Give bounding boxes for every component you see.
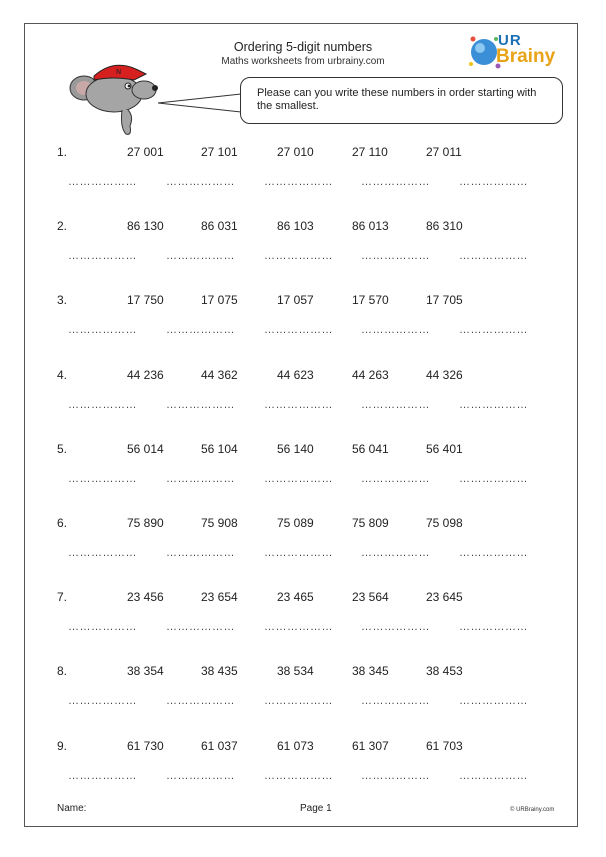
number-to-order: 44 236 bbox=[127, 367, 164, 382]
answer-blank[interactable]: ……………… bbox=[264, 621, 333, 634]
number-to-order: 23 564 bbox=[352, 590, 389, 605]
number-to-order: 56 140 bbox=[277, 441, 314, 456]
number-to-order: 86 031 bbox=[201, 219, 238, 234]
answer-blank[interactable]: ……………… bbox=[68, 621, 137, 634]
answer-blank[interactable]: ……………… bbox=[166, 324, 235, 337]
answer-blank[interactable]: ……………… bbox=[166, 472, 235, 485]
svg-text:N: N bbox=[116, 68, 122, 76]
answer-blank[interactable]: ……………… bbox=[68, 398, 137, 411]
number-to-order: 17 057 bbox=[277, 293, 314, 308]
question-number: 5. bbox=[57, 441, 68, 456]
question-row bbox=[0, 590, 606, 670]
name-label: Name: bbox=[57, 803, 87, 814]
question-number: 8. bbox=[57, 664, 68, 679]
answer-blank[interactable]: ……………… bbox=[459, 472, 528, 485]
number-to-order: 38 534 bbox=[277, 664, 314, 679]
question-number: 1. bbox=[57, 145, 68, 159]
answer-blank[interactable]: ……………… bbox=[264, 547, 333, 559]
answer-blank[interactable]: ……………… bbox=[264, 324, 333, 337]
question-row bbox=[0, 442, 606, 522]
answer-blank[interactable]: ……………… bbox=[166, 695, 235, 708]
logo-brainy-text: Brainy bbox=[496, 46, 556, 67]
answer-blank[interactable]: ……………… bbox=[264, 769, 333, 782]
answer-blank[interactable]: ……………… bbox=[68, 324, 137, 337]
answer-blank[interactable]: ……………… bbox=[264, 176, 333, 188]
answer-blank[interactable]: ……………… bbox=[361, 176, 430, 188]
answer-blank[interactable]: ……………… bbox=[361, 547, 430, 559]
number-to-order: 56 014 bbox=[127, 441, 164, 456]
number-to-order: 27 001 bbox=[127, 145, 164, 159]
question-number: 3. bbox=[57, 293, 68, 308]
number-to-order: 56 104 bbox=[201, 441, 238, 456]
question-row bbox=[0, 293, 606, 373]
question-row bbox=[0, 516, 606, 596]
number-to-order: 17 075 bbox=[201, 293, 238, 308]
answer-blank[interactable]: ……………… bbox=[68, 176, 137, 188]
number-to-order: 27 101 bbox=[201, 145, 238, 159]
copyright-text: © URBrainy.com bbox=[510, 807, 555, 813]
number-to-order: 23 654 bbox=[201, 590, 238, 605]
number-to-order: 17 750 bbox=[127, 293, 164, 308]
answer-blank[interactable]: ……………… bbox=[166, 250, 235, 263]
number-to-order: 86 103 bbox=[277, 219, 314, 234]
answer-blank[interactable]: ……………… bbox=[68, 695, 137, 708]
question-number: 9. bbox=[57, 738, 68, 753]
number-to-order: 86 013 bbox=[352, 219, 389, 234]
worksheet-subtitle: Maths worksheets from urbrainy.com bbox=[221, 56, 385, 67]
number-to-order: 75 908 bbox=[201, 516, 238, 530]
urbrainy-logo bbox=[468, 30, 560, 72]
page-number: Page 1 bbox=[300, 803, 332, 814]
question-row bbox=[0, 219, 606, 299]
number-to-order: 38 345 bbox=[352, 664, 389, 679]
answer-blank[interactable]: ……………… bbox=[166, 547, 235, 559]
number-to-order: 38 453 bbox=[426, 664, 463, 679]
answer-blank[interactable]: ……………… bbox=[361, 769, 430, 782]
answer-blank[interactable]: ……………… bbox=[264, 398, 333, 411]
answer-blank[interactable]: ……………… bbox=[459, 547, 528, 559]
answer-blank[interactable]: ……………… bbox=[166, 398, 235, 411]
answer-blank[interactable]: ……………… bbox=[361, 250, 430, 263]
number-to-order: 17 570 bbox=[352, 293, 389, 308]
number-to-order: 61 307 bbox=[352, 738, 389, 753]
answer-blank[interactable]: ……………… bbox=[459, 769, 528, 782]
number-to-order: 44 263 bbox=[352, 367, 389, 382]
number-to-order: 75 098 bbox=[426, 516, 463, 530]
answer-blank[interactable]: ……………… bbox=[166, 769, 235, 782]
number-to-order: 23 645 bbox=[426, 590, 463, 605]
number-to-order: 61 703 bbox=[426, 738, 463, 753]
number-to-order: 75 890 bbox=[127, 516, 164, 530]
question-row bbox=[0, 145, 606, 225]
answer-blank[interactable]: ……………… bbox=[264, 472, 333, 485]
number-to-order: 38 354 bbox=[127, 664, 164, 679]
answer-blank[interactable]: ……………… bbox=[361, 324, 430, 337]
answer-blank[interactable]: ……………… bbox=[361, 472, 430, 485]
answer-blank[interactable]: ……………… bbox=[68, 250, 137, 263]
question-row bbox=[0, 664, 606, 744]
number-to-order: 44 623 bbox=[277, 367, 314, 382]
number-to-order: 61 730 bbox=[127, 738, 164, 753]
answer-blank[interactable]: ……………… bbox=[68, 769, 137, 782]
number-to-order: 27 010 bbox=[277, 145, 314, 159]
answer-blank[interactable]: ……………… bbox=[68, 472, 137, 485]
logo-ur-text: UR bbox=[498, 32, 522, 49]
number-to-order: 23 456 bbox=[127, 590, 164, 605]
question-number: 6. bbox=[57, 516, 68, 530]
answer-blank[interactable]: ……………… bbox=[166, 621, 235, 634]
worksheet-title: Ordering 5-digit numbers bbox=[233, 40, 373, 54]
question-number: 7. bbox=[57, 590, 68, 605]
answer-blank[interactable]: ……………… bbox=[264, 250, 333, 263]
number-to-order: 27 110 bbox=[352, 145, 388, 159]
number-to-order: 75 089 bbox=[277, 516, 314, 530]
answer-blank[interactable]: ……………… bbox=[459, 398, 528, 411]
answer-blank[interactable]: ……………… bbox=[166, 176, 235, 188]
question-number: 4. bbox=[57, 367, 68, 382]
instruction-bubble bbox=[240, 77, 563, 124]
number-to-order: 61 073 bbox=[277, 738, 314, 753]
number-to-order: 44 326 bbox=[426, 367, 463, 382]
number-to-order: 17 705 bbox=[426, 293, 463, 308]
question-number: 2. bbox=[57, 219, 68, 234]
number-to-order: 38 435 bbox=[201, 664, 238, 679]
number-to-order: 86 130 bbox=[127, 219, 164, 234]
number-to-order: 61 037 bbox=[201, 738, 238, 753]
answer-blank[interactable]: ……………… bbox=[361, 621, 430, 634]
answer-blank[interactable]: ……………… bbox=[68, 547, 137, 559]
question-row bbox=[0, 368, 606, 448]
number-to-order: 27 011 bbox=[426, 145, 462, 159]
answer-blank[interactable]: ……………… bbox=[264, 695, 333, 708]
number-to-order: 23 465 bbox=[277, 590, 314, 605]
answer-blank[interactable]: ……………… bbox=[361, 695, 430, 708]
answer-blank[interactable]: ……………… bbox=[459, 176, 528, 188]
answer-blank[interactable]: ……………… bbox=[361, 398, 430, 411]
number-to-order: 56 401 bbox=[426, 441, 463, 456]
number-to-order: 86 310 bbox=[426, 219, 463, 234]
mouse-mascot-icon bbox=[64, 54, 164, 140]
number-to-order: 75 809 bbox=[352, 516, 389, 530]
number-to-order: 44 362 bbox=[201, 367, 238, 382]
number-to-order: 56 041 bbox=[352, 441, 389, 456]
answer-blank[interactable]: ……………… bbox=[459, 695, 528, 708]
answer-blank[interactable]: ……………… bbox=[459, 250, 528, 263]
answer-blank[interactable]: ……………… bbox=[459, 324, 528, 337]
instruction-text: Please can you write these numbers in order starting with the smallest. bbox=[257, 87, 537, 112]
answer-blank[interactable]: ……………… bbox=[459, 621, 528, 634]
